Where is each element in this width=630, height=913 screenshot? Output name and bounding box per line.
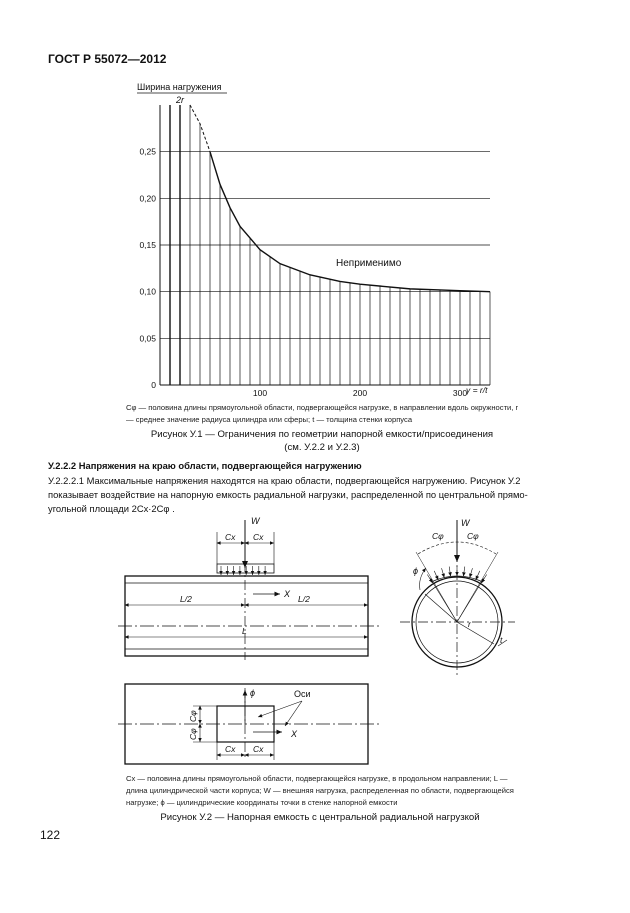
radial-load-arrow xyxy=(442,568,445,578)
section-heading: У.2.2.2 Напряжения на краю области, подвергающейся нагружению xyxy=(48,460,362,471)
figure-1-chart xyxy=(0,0,630,400)
radial-load-arrow xyxy=(449,567,450,577)
label-phi-plan: ϕ xyxy=(250,688,256,698)
label-cphi-left: Cφ xyxy=(432,531,444,541)
x-tick-label: 100 xyxy=(252,388,268,398)
y-tick-label: 0,25 xyxy=(139,146,156,157)
y-axis-symbol: 2r xyxy=(176,95,185,105)
limit-curve xyxy=(210,152,490,292)
label-length: L xyxy=(242,626,247,636)
cylinder-side-view xyxy=(118,516,380,660)
y-tick-label: 0,20 xyxy=(139,193,156,204)
label-phi-section: ϕ xyxy=(413,566,419,576)
figure-1-caption-line-2: (см. У.2.2 и У.2.3) xyxy=(284,442,360,453)
label-cphi-plan-bottom: Cφ xyxy=(188,728,198,740)
label-cphi-plan-top: Cφ xyxy=(188,710,198,722)
paragraph-line-3: угольной площади 2Cx·2Cφ . xyxy=(48,503,175,514)
paragraph-line-1: У.2.2.2.1 Максимальные напряжения находятся на краю области, подвергающейся нагружению. Рисунок У.2 xyxy=(48,475,521,486)
label-cx-plan-left: Cx xyxy=(225,744,236,754)
label-x-side: X xyxy=(284,589,291,599)
figure-2-drawing xyxy=(0,510,630,770)
plot-area xyxy=(139,105,490,398)
region-label-inapplicable: Неприменимо xyxy=(336,258,402,269)
figure-2-caption: Рисунок У.2 — Напорная емкость с центральной радиальной нагрузкой xyxy=(160,812,480,823)
cylinder-plan-view xyxy=(118,684,380,764)
label-cx-left: Cx xyxy=(225,532,236,542)
paragraph-line-2: показывает воздействие на напорную емкость радиальной нагрузки, распределенной по центральной прямо- xyxy=(48,489,528,500)
y-tick-label: 0,05 xyxy=(139,333,156,344)
x-axis-title: γ = r/t xyxy=(466,385,488,395)
label-w-section: W xyxy=(461,518,470,528)
y-axis-title: Ширина нагружения xyxy=(137,82,222,92)
figure-1-legend: Cφ — половина длины прямоугольной области, подвергающейся нагрузке, в направлении вдоль окружности, r — среднее значение радиуса цилиндра или сферы; t — толщина стенки корпуса xyxy=(126,403,519,424)
x-tick-label: 300 xyxy=(452,388,468,398)
label-cphi-right: Cφ xyxy=(467,531,479,541)
label-cx-plan-right: Cx xyxy=(253,744,264,754)
label-r: r xyxy=(468,619,471,629)
cylinder-cross-section xyxy=(400,518,515,678)
x-tick-label: 200 xyxy=(352,388,368,398)
label-cx-right: Cx xyxy=(253,532,264,542)
label-w-side: W xyxy=(251,516,260,526)
page-number: 122 xyxy=(40,828,61,842)
label-axes: Оси xyxy=(294,689,311,699)
label-half-length-left: L/2 xyxy=(180,594,192,604)
label-half-length-right: L/2 xyxy=(298,594,310,604)
y-tick-label: 0,10 xyxy=(139,286,156,297)
figure-2-legend: Cx — половина длины прямоугольной области, подвергающейся нагрузке, в продольном направлении; L — длина цилиндрической части корпуса; W — внешняя нагрузка, распределенная по области, подвергающейся нагрузке; ϕ — цилиндрические координаты точки в стенке напорной емкости xyxy=(126,774,514,807)
figure-1-caption-line-1: Рисунок У.1 — Ограничения по геометрии напорной емкости/присоединения xyxy=(150,429,494,440)
label-t: t xyxy=(500,635,503,645)
radial-load-arrow xyxy=(470,568,473,578)
radial-load-arrow xyxy=(463,567,464,577)
document-header: ГОСТ Р 55072—2012 xyxy=(48,52,167,66)
radial-load-arrow xyxy=(434,571,438,580)
label-x-plan: X xyxy=(291,729,298,739)
y-tick-label: 0 xyxy=(151,380,156,390)
y-tick-label: 0,15 xyxy=(139,240,156,250)
radial-load-arrow xyxy=(476,571,480,580)
